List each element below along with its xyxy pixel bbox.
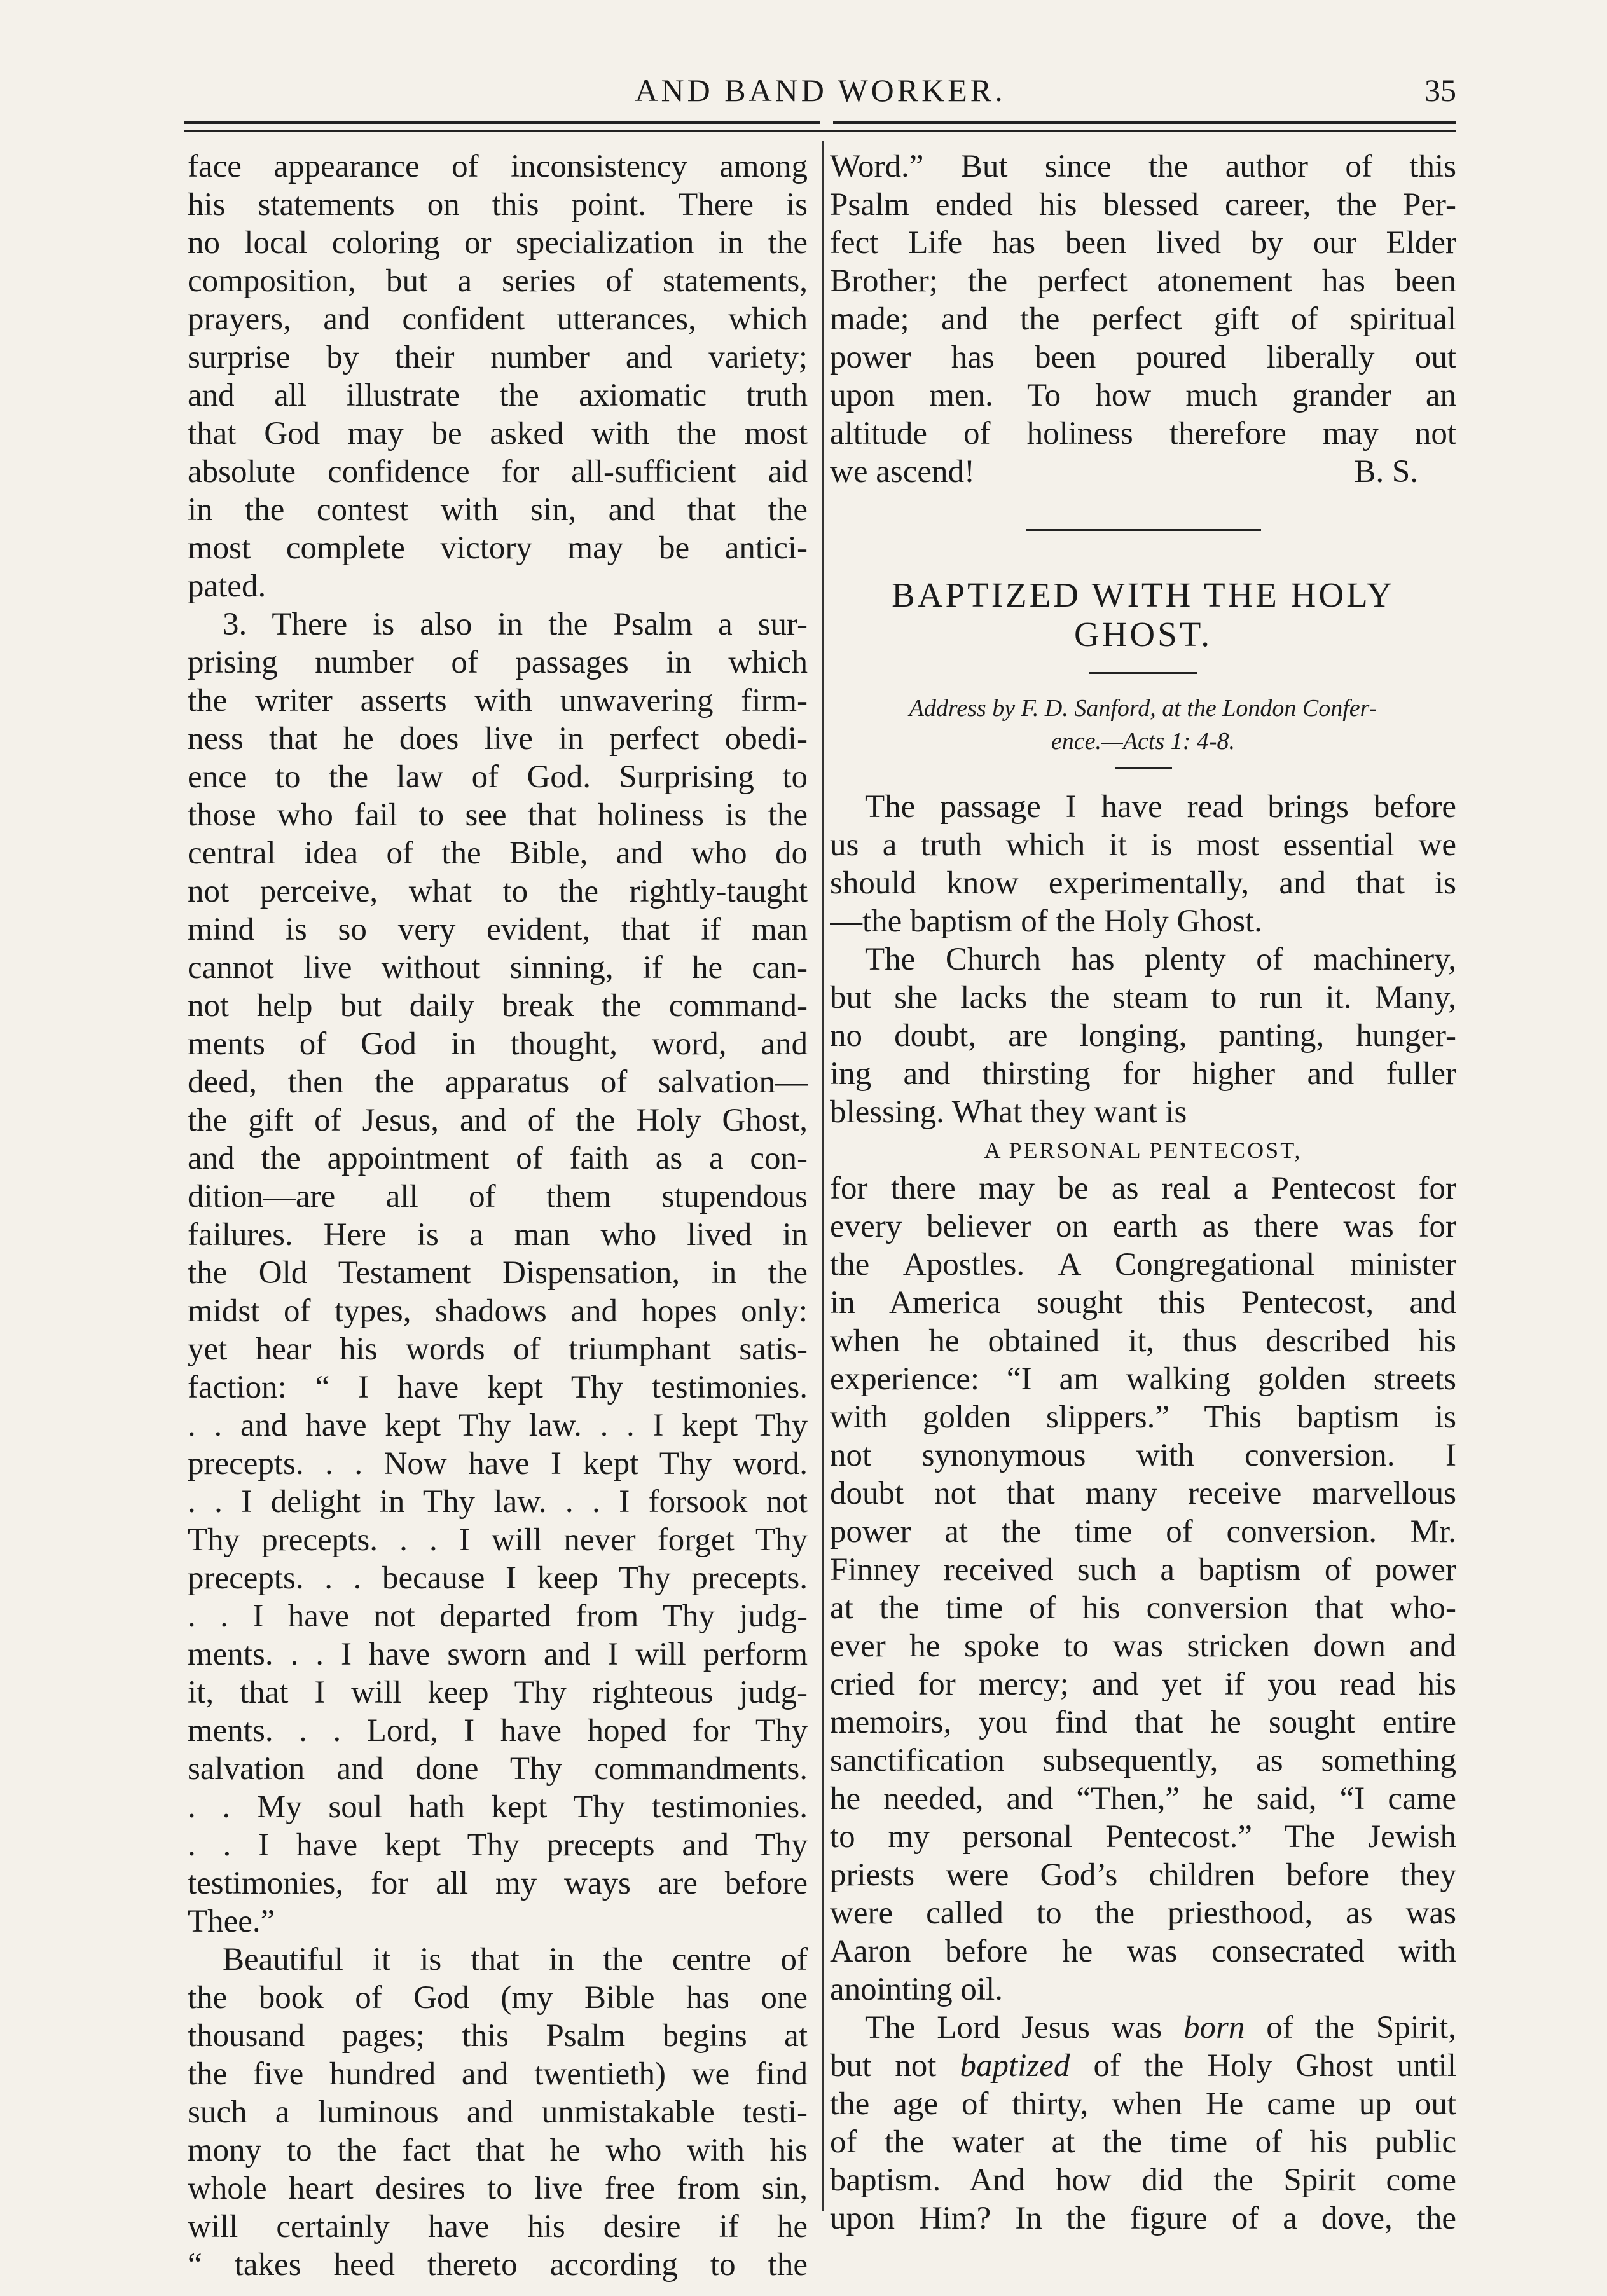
header-rule (184, 130, 1456, 132)
text-line: with golden slippers.” This baptism is (830, 1399, 1456, 1435)
text-line: Finney received such a baptism of power (830, 1552, 1456, 1588)
text-line: and all illustrate the axiomatic truth (188, 378, 808, 413)
text-line: in the contest with sin, and that the (188, 492, 808, 528)
author-signature: B. S. (1354, 454, 1418, 490)
text-line: thousand pages; this Psalm begins at (188, 2018, 808, 2054)
text-line: of the water at the time of his public (830, 2124, 1456, 2160)
text-line: to my personal Pentecost.” The Jewish (830, 1819, 1456, 1855)
text-line: Beautiful it is that in the centre of (223, 1942, 808, 1977)
text-line: will certainly have his desire if he (188, 2209, 808, 2244)
text-line: fect Life has been lived by our Elder (830, 225, 1456, 261)
text-line: . . My soul hath kept Thy testimonies. (188, 1789, 808, 1825)
text-line: pated. (188, 568, 266, 604)
header-rule (184, 121, 820, 124)
text-line: made; and the perfect gift of spiritual (830, 301, 1456, 337)
text-line: ence to the law of God. Surprising to (188, 759, 808, 795)
text-line: power has been poured liberally out (830, 340, 1456, 375)
text-line: composition, but a series of statements, (188, 263, 808, 299)
left-column (188, 148, 808, 2284)
closing-text: we ascend! (830, 454, 975, 490)
text-line: salvation and done Thy commandments. (188, 1751, 808, 1787)
text-line: the five hundred and twentieth) we find (188, 2056, 808, 2092)
text-line: ness that he does live in perfect obedi- (188, 721, 808, 757)
text-line: upon Him? In the figure of a dove, the (830, 2201, 1456, 2236)
text-line: Thy precepts. . . I will never forget Thy (188, 1522, 808, 1558)
text-line: memoirs, you find that he sought entire (830, 1705, 1456, 1740)
text-line: altitude of holiness therefore may not (830, 416, 1456, 451)
text-line: dition—are all of them stupendous (188, 1179, 808, 1214)
text-line: . . I have not departed from Thy judg- (188, 1598, 808, 1634)
text-line (830, 2009, 1456, 2047)
text-line: the book of God (my Bible has one (188, 1980, 808, 2016)
text-line: when he obtained it, thus described his (830, 1323, 1456, 1359)
running-title: AND BAND WORKER. (635, 72, 1006, 108)
text-line: cried for mercy; and yet if you read his (830, 1667, 1456, 1702)
right-column (830, 148, 1456, 2238)
text-line: cannot live without sinning, if he can- (188, 950, 808, 986)
text-line: absolute confidence for all-sufficient aid (188, 454, 808, 490)
text-line: no local coloring or specialization in the (188, 225, 808, 261)
text-line: ments. . . I have sworn and I will perform (188, 1637, 808, 1672)
text-line: mony to the fact that he who with his (188, 2133, 808, 2168)
text-line: deed, then the apparatus of salvation— (188, 1064, 808, 1100)
text-line: anointing oil. (830, 1972, 1003, 2007)
text-line: power at the time of conversion. Mr. (830, 1514, 1456, 1550)
text-line: such a luminous and unmistakable testi- (188, 2094, 808, 2130)
text-line: The Church has plenty of machinery, (865, 942, 1456, 977)
text-line: not help but daily break the command- (188, 988, 808, 1024)
text-line: he needed, and “Then,” he said, “I came (830, 1781, 1456, 1817)
text-line: every believer on earth as there was for (830, 1209, 1456, 1244)
emphasis-born: born (1183, 2010, 1245, 2045)
text-line: ever he spoke to was stricken down and (830, 1628, 1456, 1664)
article-heading: GHOST. (1073, 615, 1212, 654)
text-line: those who fail to see that holiness is the (188, 797, 808, 833)
emphasis-baptized: baptized (960, 2048, 1070, 2084)
text-run: of the Holy Ghost until (1070, 2048, 1456, 2084)
text-line: baptism. And how did the Spirit come (830, 2162, 1456, 2198)
text-line: ing and thirsting for higher and fuller (830, 1056, 1456, 1092)
text-line: —the baptism of the Holy Ghost. (830, 904, 1262, 939)
text-line: us a truth which it is most essential we (830, 827, 1456, 863)
text-line: priests were God’s children before they (830, 1857, 1456, 1893)
page-header (184, 67, 1456, 111)
text-line: the writer asserts with unwavering firm- (188, 683, 808, 718)
text-line: precepts. . . because I keep Thy precepts. (188, 1560, 808, 1596)
column-divider (822, 141, 824, 2211)
text-line: not synonymous with conversion. I (830, 1438, 1456, 1473)
text-line: central idea of the Bible, and who do (188, 835, 808, 871)
text-line: in America sought this Pentecost, and (830, 1285, 1456, 1321)
text-line: The passage I have read brings before (865, 789, 1456, 825)
text-line: blessing. What they want is (830, 1094, 1187, 1130)
text-line: . . I have kept Thy precepts and Thy (188, 1827, 808, 1863)
text-line: no doubt, are longing, panting, hunger- (830, 1018, 1456, 1054)
text-run: of the Spirit, (1245, 2010, 1456, 2045)
text-run: but not (830, 2048, 960, 2084)
text-line (830, 2047, 1456, 2085)
text-line: Word.” But since the author of this (830, 149, 1456, 184)
subheading: A PERSONAL PENTECOST, (984, 1138, 1302, 1163)
text-line: upon men. To how much grander an (830, 378, 1456, 413)
text-run: The Lord Jesus was (865, 2010, 1184, 2045)
text-line: Thee.” (188, 1904, 275, 1939)
text-line: the Apostles. A Congregational minister (830, 1247, 1456, 1282)
text-line: testimonies, for all my ways are before (188, 1866, 808, 1901)
text-line: were called to the priesthood, as was (830, 1895, 1456, 1931)
text-line: ments. . . Lord, I have hoped for Thy (188, 1713, 808, 1749)
text-line: sanctification subsequently, as something (830, 1743, 1456, 1778)
text-line: Psalm ended his blessed career, the Per- (830, 187, 1456, 223)
text-line: the Old Testament Dispensation, in the (188, 1255, 808, 1291)
text-line: the age of thirty, when He came up out (830, 2086, 1456, 2122)
text-line: prising number of passages in which (188, 645, 808, 680)
text-line: it, that I will keep Thy righteous judg- (188, 1675, 808, 1710)
text-line: doubt not that many receive marvellous (830, 1476, 1456, 1511)
text-line: yet hear his words of triumphant satis- (188, 1331, 808, 1367)
closing-line (830, 453, 1456, 491)
page-number: 35 (1424, 72, 1456, 108)
text-line: precepts. . . Now have I kept Thy word. (188, 1446, 808, 1481)
text-line: faction: “ I have kept Thy testimonies. (188, 1370, 808, 1405)
text-line: but she lacks the steam to run it. Many, (830, 980, 1456, 1015)
text-line: surprise by their number and variety; (188, 340, 808, 375)
address-byline: ence.—Acts 1: 4-8. (1051, 728, 1236, 755)
text-line: Aaron before he was consecrated with (830, 1934, 1456, 1969)
text-line: his statements on this point. There is (188, 187, 808, 223)
text-line: face appearance of inconsistency among (188, 149, 808, 184)
text-line: should know experimentally, and that is (830, 865, 1456, 901)
text-line: not perceive, what to the rightly-taught (188, 874, 808, 909)
text-line: and the appointment of faith as a con- (188, 1141, 808, 1176)
text-line: . . and have kept Thy law. . . I kept Thy (188, 1408, 808, 1443)
text-line: Brother; the perfect atonement has been (830, 263, 1456, 299)
text-line: ments of God in thought, word, and (188, 1026, 808, 1062)
text-line: failures. Here is a man who lived in (188, 1217, 808, 1253)
header-rule (833, 121, 1456, 124)
text-line: experience: “I am walking golden streets (830, 1361, 1456, 1397)
text-line: “ takes heed thereto according to the (188, 2247, 808, 2283)
text-line: mind is so very evident, that if man (188, 912, 808, 947)
text-line: most complete victory may be antici- (188, 530, 808, 566)
text-line: for there may be as real a Pentecost for (830, 1171, 1456, 1206)
text-line: prayers, and confident utterances, which (188, 301, 808, 337)
article-heading: BAPTIZED WITH THE HOLY (892, 575, 1395, 614)
text-line: the gift of Jesus, and of the Holy Ghost, (188, 1103, 808, 1138)
text-line: . . I delight in Thy law. . . I forsook not (188, 1484, 808, 1520)
address-byline: Address by F. D. Sanford, at the London Confer- (909, 695, 1377, 722)
text-line: midst of types, shadows and hopes only: (188, 1293, 808, 1329)
text-line: at the time of his conversion that who- (830, 1590, 1456, 1626)
text-line: that God may be asked with the most (188, 416, 808, 451)
text-line: whole heart desires to live free from sin, (188, 2171, 808, 2206)
text-line: 3. There is also in the Psalm a sur- (223, 607, 808, 642)
